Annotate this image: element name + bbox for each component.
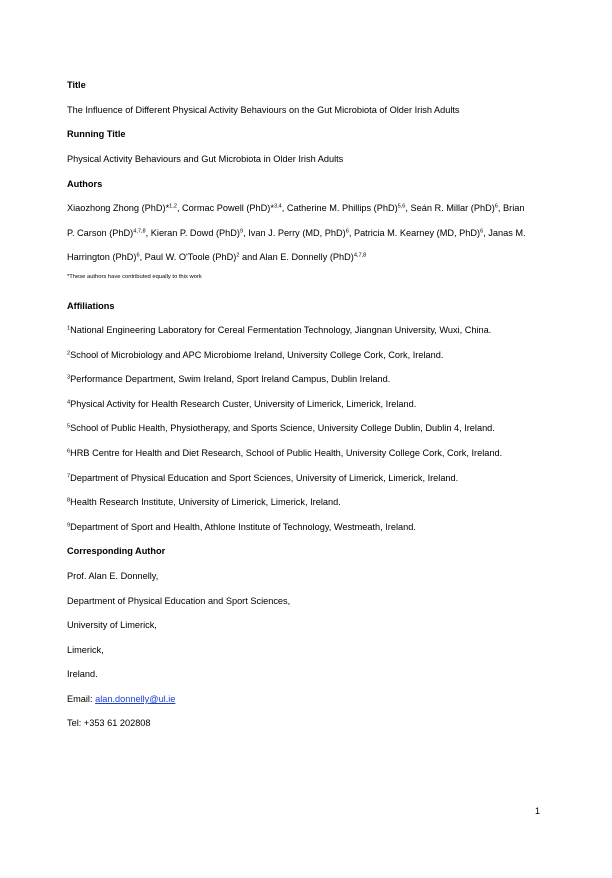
corresponding-department: Department of Physical Education and Sport Sciences, (67, 596, 291, 606)
affiliation-number: 8 (67, 497, 71, 504)
affiliation-item (67, 521, 416, 533)
author-carson-start: , Brian (497, 203, 525, 213)
author-carson: P. Carson (PhD) (67, 228, 134, 238)
author-millar: , Seán R. Millar (PhD) (405, 203, 495, 213)
affiliations-heading: Affiliations (67, 301, 115, 311)
author-harrington-start: , Janas M. (483, 228, 526, 238)
title-heading: Title (67, 80, 86, 90)
affiliation-item (67, 349, 443, 361)
corresponding-country: Ireland. (67, 669, 98, 679)
affiliation-text: Health Research Institute, University of Limerick, Limerick, Ireland. (70, 497, 341, 507)
affiliation-text: Department of Sport and Health, Athlone Institute of Technology, Westmeath, Ireland. (70, 522, 416, 532)
authors-line-3 (67, 251, 366, 263)
author-affiliation-sup: 3,4 (273, 203, 282, 210)
affiliation-number: 5 (67, 423, 71, 430)
corresponding-university: University of Limerick, (67, 620, 157, 630)
telephone: Tel: +353 61 202808 (67, 718, 151, 728)
affiliation-item (67, 447, 502, 459)
affiliation-number: 2 (67, 350, 71, 357)
affiliation-item (67, 496, 341, 508)
page-number: 1 (535, 806, 541, 816)
affiliation-text: Performance Department, Swim Ireland, Sport Ireland Campus, Dublin Ireland. (70, 374, 391, 384)
affiliation-text: HRB Centre for Health and Diet Research, School of Public Health, University College Cork, Cork, Ireland. (70, 448, 503, 458)
author-affiliation-sup: 6 (136, 252, 140, 259)
author-perry: , Ivan J. Perry (MD, PhD) (243, 228, 346, 238)
corresponding-city: Limerick, (67, 645, 104, 655)
author-harrington: Harrington (PhD) (67, 252, 137, 262)
author-kearney: , Patricia M. Kearney (MD, PhD) (348, 228, 481, 238)
paper-title: The Influence of Different Physical Activity Behaviours on the Gut Microbiota of Older Irish Adults (67, 105, 460, 115)
affiliation-item (67, 373, 390, 385)
affiliation-number: 9 (67, 522, 71, 529)
running-title-heading: Running Title (67, 129, 126, 139)
authors-line-2 (67, 227, 526, 239)
author-affiliation-sup: 6 (494, 203, 498, 210)
affiliation-item (67, 324, 491, 336)
author-affiliation-sup: 5,6 (397, 203, 406, 210)
affiliation-number: 7 (67, 473, 71, 480)
author-affiliation-sup: 6 (345, 228, 349, 235)
authors-heading: Authors (67, 179, 103, 189)
affiliation-number: 4 (67, 399, 71, 406)
affiliation-text: Physical Activity for Health Research Custer, University of Limerick, Limerick, Ireland. (70, 399, 417, 409)
affiliation-number: 3 (67, 374, 71, 381)
author-affiliation-sup: 4,7,8 (353, 252, 367, 259)
affiliation-item (67, 398, 416, 410)
affiliation-number: 6 (67, 448, 71, 455)
author-affiliation-sup: 1,2 (169, 203, 177, 210)
affiliation-text: School of Public Health, Physiotherapy, and Sports Science, University College Dublin, Dublin 4, Ireland. (70, 423, 495, 433)
author-phillips: , Catherine M. Phillips (PhD) (281, 203, 398, 213)
corresponding-name: Prof. Alan E. Donnelly, (67, 571, 159, 581)
affiliation-item (67, 472, 458, 484)
corresponding-author-heading: Corresponding Author (67, 546, 166, 556)
affiliation-text: School of Microbiology and APC Microbiome Ireland, University College Cork, Cork, Ireland. (70, 350, 444, 360)
running-title: Physical Activity Behaviours and Gut Microbiota in Older Irish Adults (67, 154, 344, 164)
email-label: Email: (67, 694, 96, 704)
author-affiliation-sup: 4,7,8 (133, 228, 146, 235)
email-line (67, 693, 175, 705)
author-donnelly: and Alan E. Donnelly (PhD) (239, 252, 354, 262)
author-zhong: Xiaozhong Zhong (PhD)* (67, 203, 170, 213)
affiliation-number: 1 (67, 325, 71, 332)
authors-line-1 (67, 202, 524, 214)
affiliation-text: Department of Physical Education and Sport Sciences, University of Limerick, Limerick, Ireland. (70, 473, 459, 483)
author-affiliation-sup: 2 (236, 252, 240, 259)
affiliation-text: National Engineering Laboratory for Cereal Fermentation Technology, Jiangnan University, Wuxi, China. (70, 325, 492, 335)
author-powell: , Cormac Powell (PhD)* (176, 203, 274, 213)
equal-contribution-note: *These authors have contributed equally to this work (67, 274, 202, 280)
affiliation-item (67, 422, 495, 434)
author-affiliation-sup: 9 (239, 228, 244, 235)
author-dowd: , Kieran P. Dowd (PhD) (145, 228, 240, 238)
author-otoole: , Paul W. O'Toole (PhD) (139, 252, 237, 262)
email-link[interactable]: alan.donnelly@ul.ie (95, 694, 176, 704)
author-affiliation-sup: 6 (480, 228, 484, 235)
